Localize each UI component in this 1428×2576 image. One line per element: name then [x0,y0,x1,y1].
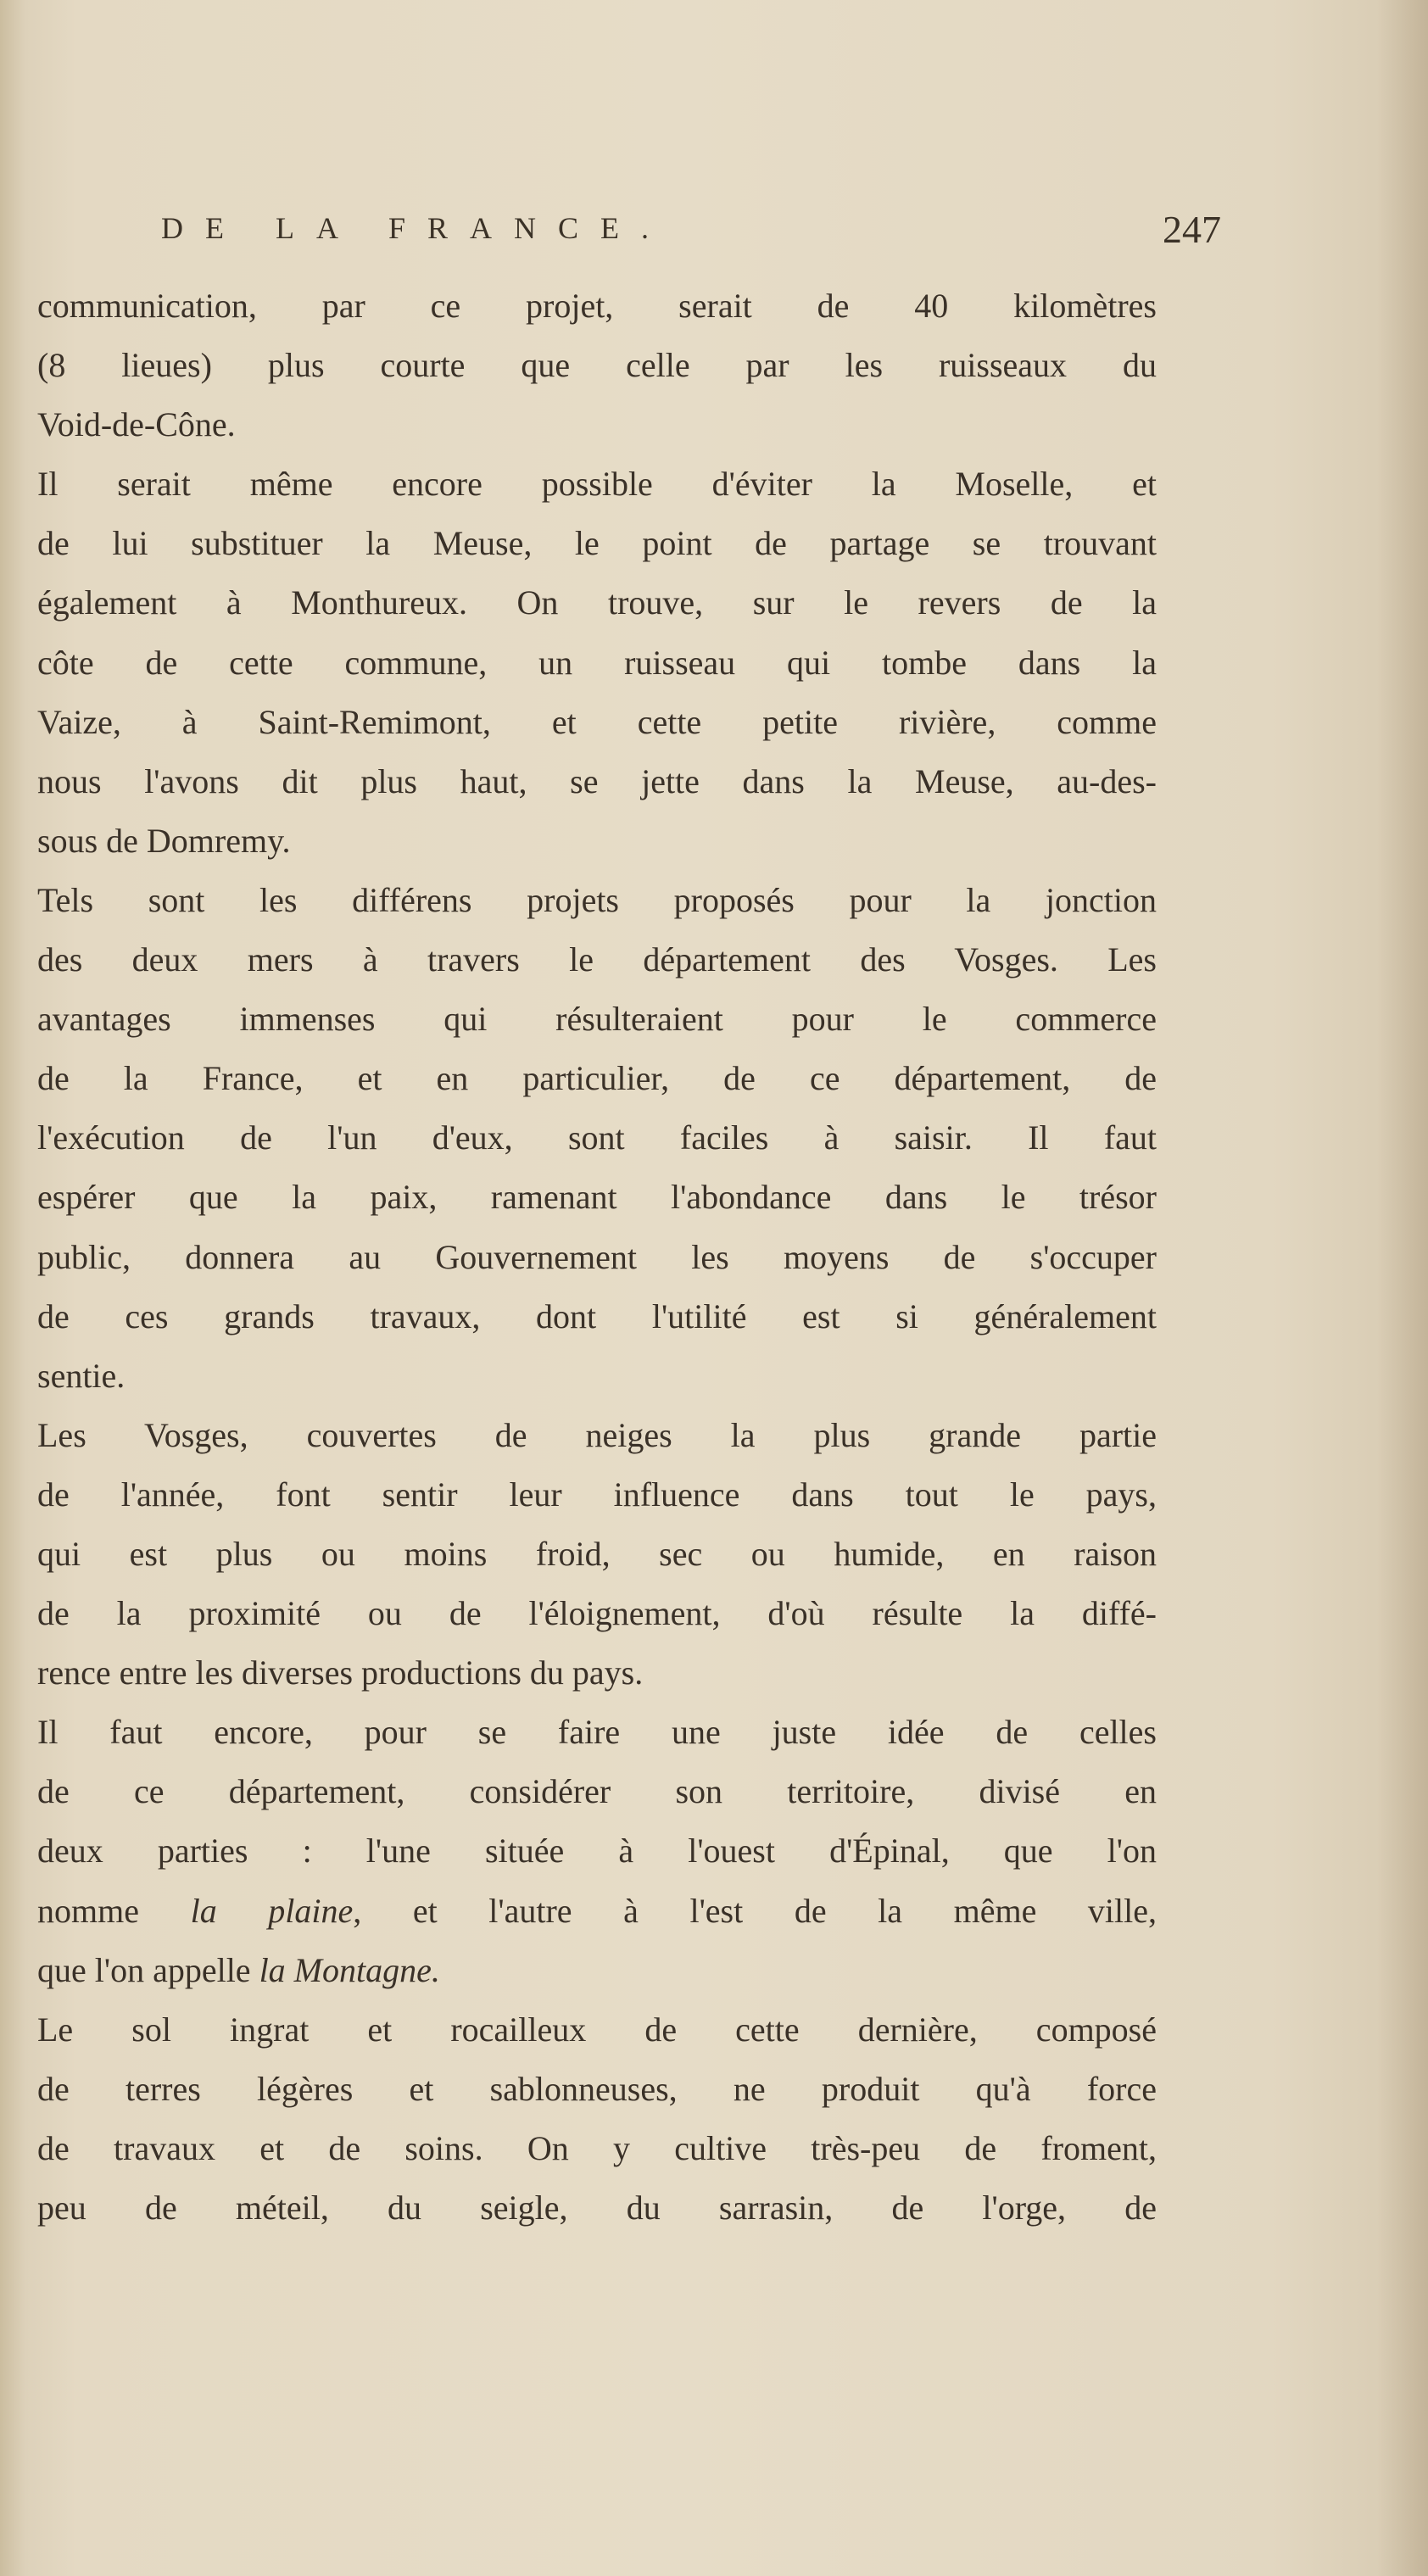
text-line: deux parties : l'une située à l'ouest d'Épinal, que l'on [37,1832,1157,1871]
body-text [37,276,1157,2238]
page-edge-shadow [1377,0,1428,2576]
text-line: de ce département, considérer son territoire, divisé en [37,1772,1157,1811]
text-line: (8 lieues) plus courte que celle par les ruisseaux du [37,346,1157,385]
text-line: Vaize, à Saint-Remimont, et cette petite rivière, comme [37,702,1157,741]
text-line: de la proximité ou de l'éloignement, d'où résulte la diffé- [37,1594,1157,1633]
text-line: nous l'avons dit plus haut, se jette dans la Meuse, au-des- [37,761,1157,800]
text-line: espérer que la paix, ramenant l'abondance dans le trésor [37,1178,1157,1217]
text-line: des deux mers à travers le département des Vosges. Les [37,940,1157,979]
text-line: de ces grands travaux, dont l'utilité est si généralement [37,1296,1157,1335]
text-line: de l'année, font sentir leur influence dans tout le pays, [37,1475,1157,1514]
page-header [161,210,1221,261]
text-line: que l'on appelle la Montagne. [37,1950,440,1989]
text-line: l'exécution de l'un d'eux, sont faciles à saisir. Il faut [37,1118,1157,1157]
text-line: nomme la plaine, et l'autre à l'est de la même ville, [37,1891,1157,1930]
text-line: qui est plus ou moins froid, sec ou humide, en raison [37,1534,1157,1573]
text-line: public, donnera au Gouvernement les moyens de s'occuper [37,1237,1157,1276]
running-head: DE LA FRANCE. [161,211,672,245]
text-line: de terres légères et sablonneuses, ne produit qu'à force [37,2069,1157,2108]
text-line: Les Vosges, couvertes de neiges la plus grande partie [37,1415,1157,1454]
text-line: Tels sont les différens projets proposés pour la jonction [37,880,1157,919]
text-line: sous de Domremy. [37,821,291,860]
text-line: rence entre les diverses productions du pays. [37,1653,644,1692]
text-line: peu de méteil, du seigle, du sarrasin, de l'orge, de [37,2188,1157,2227]
text-line: sentie. [37,1356,126,1395]
text-line: Le sol ingrat et rocailleux de cette dernière, composé [37,2010,1157,2049]
text-line: communication, par ce projet, serait de 40 kilomètres [37,287,1157,325]
text-line: Il faut encore, pour se faire une juste idée de celles [37,1713,1157,1752]
text-line: Il serait même encore possible d'éviter la Moselle, et [37,465,1157,504]
page-number: 247 [1163,208,1221,251]
text-line: Void-de-Cône. [37,405,236,444]
text-line: de travaux et de soins. On y cultive très-peu de froment, [37,2128,1157,2167]
text-line: de lui substituer la Meuse, le point de partage se trouvant [37,524,1157,563]
text-line: côte de cette commune, un ruisseau qui tombe dans la [37,643,1157,682]
text-line: de la France, et en particulier, de ce département, de [37,1059,1157,1098]
text-line: avantages immenses qui résulteraient pour le commerce [37,1000,1157,1039]
text-line: également à Monthureux. On trouve, sur le revers de la [37,583,1157,622]
